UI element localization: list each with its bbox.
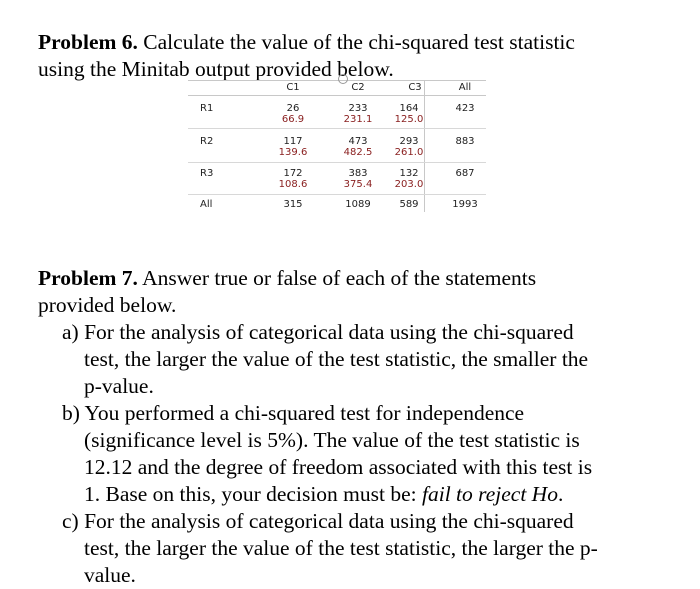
header-c1: C1 <box>286 82 300 93</box>
problem6-line1 <box>38 29 575 56</box>
r2-c1-expected: 139.6 <box>278 147 308 158</box>
all-c2: 1089 <box>345 199 371 210</box>
row-label-r1: R1 <box>200 103 214 114</box>
all-total: 1993 <box>452 199 478 210</box>
item-b-line1: b) You performed a chi-squared test for independence <box>62 401 525 425</box>
item-b-line4-text: 1. Base on this, your decision must be: <box>84 482 422 506</box>
problem7-label: Problem 7. <box>38 266 138 290</box>
problem7-text-1: Answer true or false of each of the statements <box>142 266 537 290</box>
r3-c2-expected: 375.4 <box>343 179 373 190</box>
r2-c1-observed: 117 <box>283 136 303 147</box>
r2-c2-observed: 473 <box>348 136 368 147</box>
header-c2: C2 <box>351 82 365 93</box>
item-c-line2: test, the larger the value of the test statistic, the larger the p- <box>84 536 598 560</box>
r1-total: 423 <box>455 103 475 114</box>
r3-total: 687 <box>455 168 475 179</box>
item-c-line3: value. <box>84 563 136 587</box>
row-divider <box>188 194 486 195</box>
header-c3: C3 <box>408 82 422 93</box>
r1-c3-observed: 164 <box>399 103 419 114</box>
r1-c1-expected: 66.9 <box>281 114 305 125</box>
table-header <box>188 80 486 96</box>
r1-c2-expected: 231.1 <box>343 114 373 125</box>
problem6-line2: using the Minitab output provided below. <box>38 57 394 81</box>
item-a-line2: test, the larger the value of the test statistic, the smaller the <box>84 347 589 371</box>
r2-c3-expected: 261.0 <box>394 147 424 158</box>
item-c-line1: c) For the analysis of categorical data using the chi-squared <box>62 509 574 533</box>
header-all: All <box>458 82 472 93</box>
r1-c3-expected: 125.0 <box>394 114 424 125</box>
row-label-r3: R3 <box>200 168 214 179</box>
r2-total: 883 <box>455 136 475 147</box>
r2-c2-expected: 482.5 <box>343 147 373 158</box>
problem7-line2: provided below. <box>38 293 177 317</box>
item-a-line1: a) For the analysis of categorical data using the chi-squared <box>62 320 574 344</box>
r1-c1-observed: 26 <box>286 103 300 114</box>
scribble-mark <box>338 74 348 84</box>
item-b-line4 <box>84 481 563 508</box>
all-c3: 589 <box>399 199 419 210</box>
item-b-line3: 12.12 and the degree of freedom associated with this test is <box>84 455 593 479</box>
item-b-line2: (significance level is 5%). The value of the test statistic is <box>84 428 580 452</box>
r3-c2-observed: 383 <box>348 168 368 179</box>
problem7-line1 <box>38 265 536 292</box>
r3-c3-observed: 132 <box>399 168 419 179</box>
r3-c3-expected: 203.0 <box>394 179 424 190</box>
all-c1: 315 <box>283 199 303 210</box>
r2-c3-observed: 293 <box>399 136 419 147</box>
row-divider <box>188 128 486 129</box>
r3-c1-expected: 108.6 <box>278 179 308 190</box>
problem6-label: Problem 6. <box>38 30 138 54</box>
item-b-period: . <box>557 482 564 506</box>
row-label-all: All <box>200 199 213 210</box>
item-a-line3: p-value. <box>84 374 154 398</box>
minitab-table <box>188 80 486 212</box>
r3-c1-observed: 172 <box>283 168 303 179</box>
r1-c2-observed: 233 <box>348 103 368 114</box>
problem6-text-1: Calculate the value of the chi-squared test statistic <box>143 30 575 54</box>
row-divider <box>188 162 486 163</box>
row-label-r2: R2 <box>200 136 214 147</box>
item-b-decision: fail to reject Ho <box>422 482 558 506</box>
